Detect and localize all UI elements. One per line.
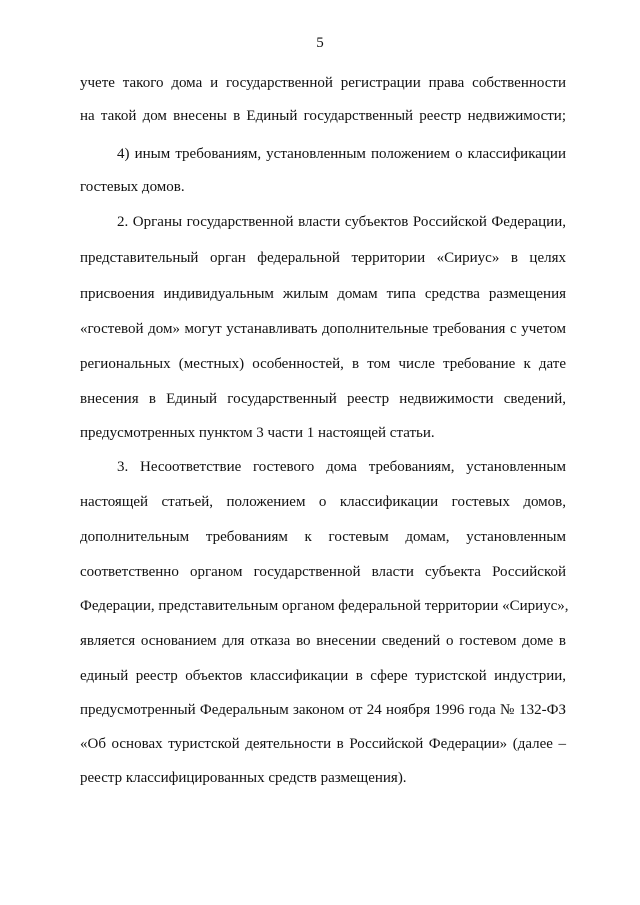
text-line: 4) иным требованиям, установленным положением о классификации	[117, 146, 566, 162]
text-line: предусмотренных пунктом 3 части 1 настоящей статьи.	[80, 425, 435, 441]
text-line: дополнительным требованиям к гостевым домам, установленным	[80, 529, 566, 545]
text-line: Федерации, представительным органом федеральной территории «Сириус»,	[80, 598, 569, 614]
text-line: единый реестр объектов классификации в сфере туристской индустрии,	[80, 668, 566, 684]
text-line: внесения в Единый государственный реестр недвижимости сведений,	[80, 391, 566, 407]
text-line: учете такого дома и государственной регистрации права собственности	[80, 75, 566, 91]
page-number: 5	[316, 35, 324, 51]
text-line: 2. Органы государственной власти субъектов Российской Федерации,	[117, 214, 566, 230]
text-line: «гостевой дом» могут устанавливать дополнительные требования с учетом	[80, 321, 566, 337]
text-line: на такой дом внесены в Единый государственный реестр недвижимости;	[80, 108, 566, 124]
text-line: настоящей статьей, положением о классификации гостевых домов,	[80, 494, 566, 510]
text-line: реестр классифицированных средств размещения).	[80, 770, 407, 786]
text-line: является основанием для отказа во внесении сведений о гостевом доме в	[80, 633, 566, 649]
text-line: предусмотренный Федеральным законом от 24 ноября 1996 года № 132-ФЗ	[80, 702, 566, 718]
text-line: 3. Несоответствие гостевого дома требованиям, установленным	[117, 459, 566, 475]
text-line: региональных (местных) особенностей, в том числе требование к дате	[80, 356, 566, 372]
text-line: присвоения индивидуальным жилым домам типа средства размещения	[80, 286, 566, 302]
text-line: представительный орган федеральной территории «Сириус» в целях	[80, 250, 566, 266]
text-line: соответственно органом государственной власти субъекта Российской	[80, 564, 566, 580]
text-line: гостевых домов.	[80, 179, 185, 195]
text-line: «Об основах туристской деятельности в Российской Федерации» (далее –	[80, 736, 566, 752]
